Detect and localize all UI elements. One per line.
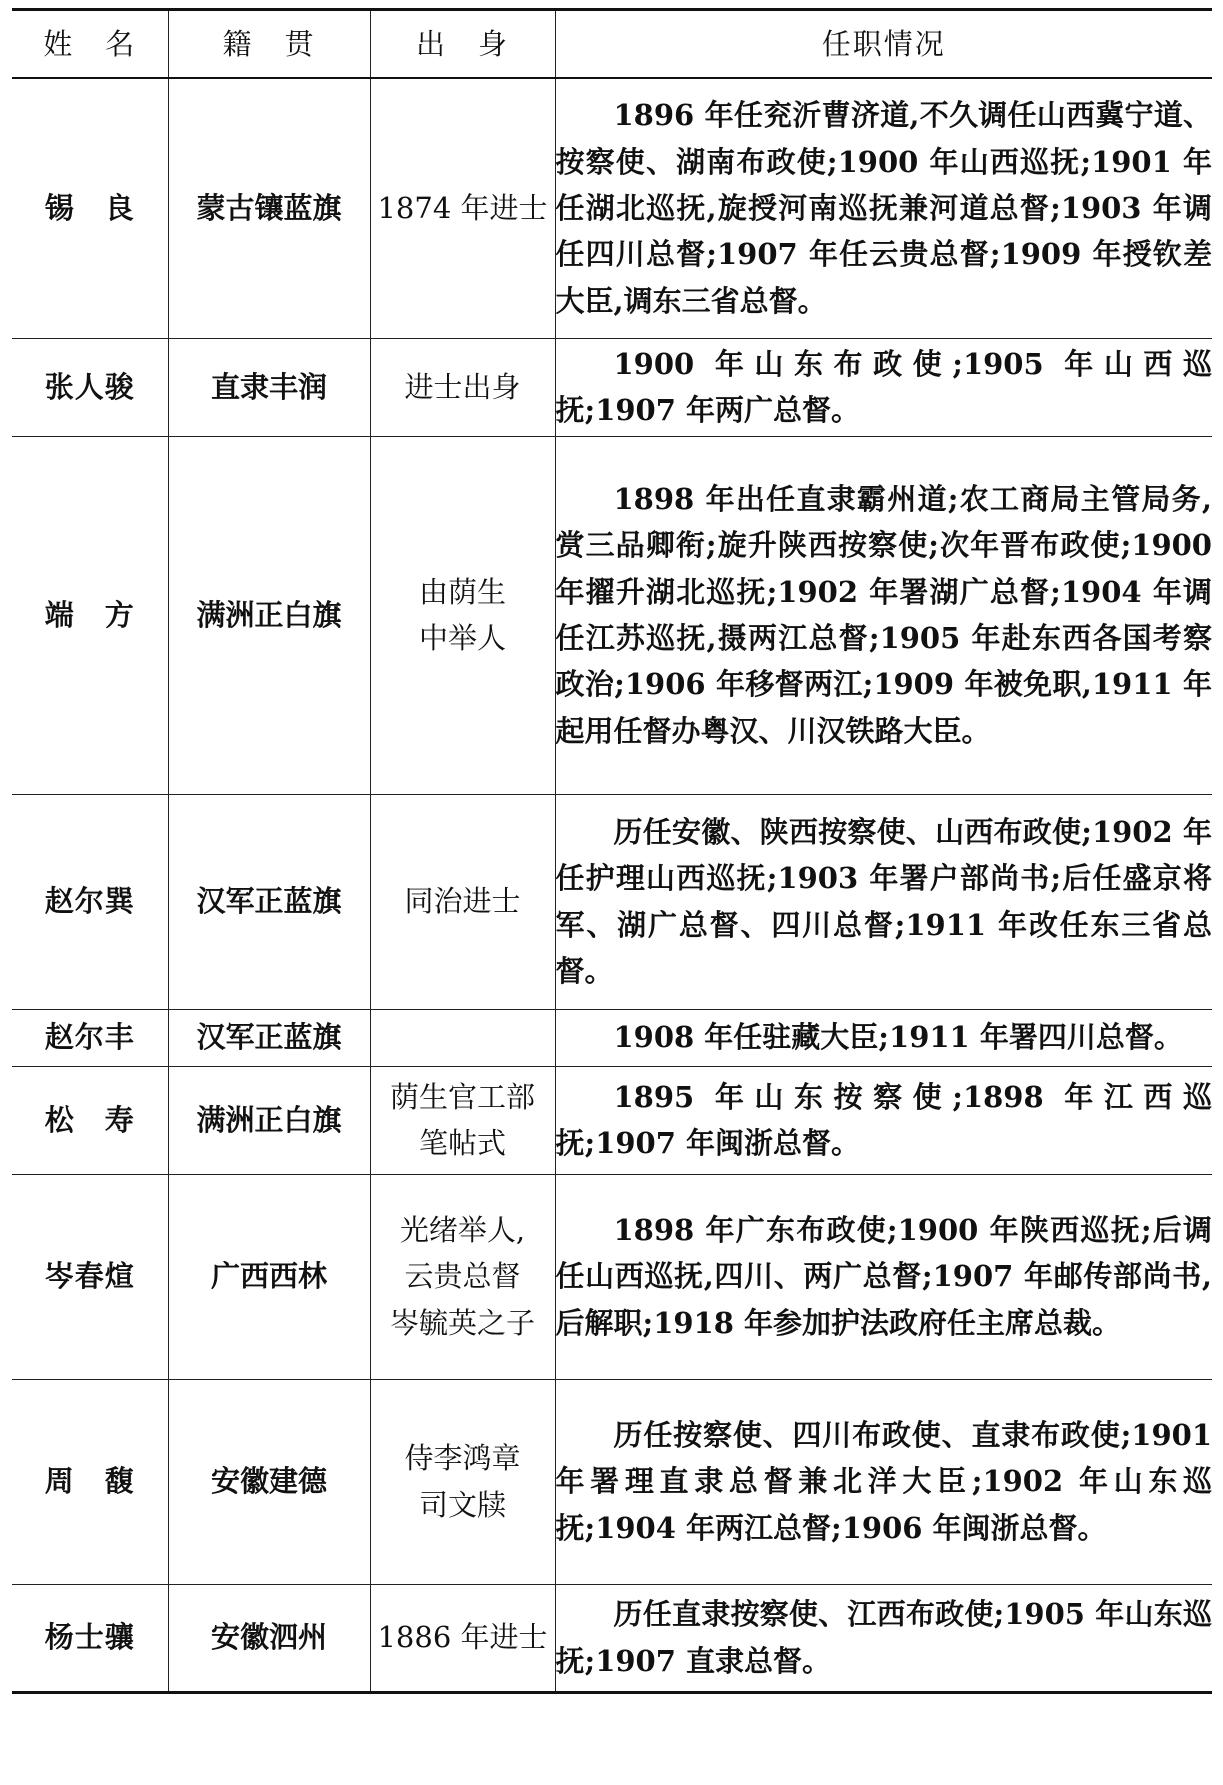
table-row — [12, 436, 1212, 794]
header-background: 出 身 — [370, 10, 555, 79]
cell-career — [555, 78, 1212, 338]
cell-background — [370, 338, 555, 436]
cell-name: 松 寿 — [12, 1066, 168, 1174]
cell-origin: 满洲正白旗 — [168, 436, 370, 794]
table-row — [12, 1584, 1212, 1692]
cell-name: 锡 良 — [12, 78, 168, 338]
header-career: 任职情况 — [555, 10, 1212, 79]
cell-career — [555, 1066, 1212, 1174]
career-text: 历任直隶按察使、江西布政使;1905 年山东巡抚;1907 直隶总督。 — [555, 1597, 1212, 1678]
background-text: 由荫生 中举人 — [418, 574, 506, 655]
career-text: 历任按察使、四川布政使、直隶布政使;1901 年署理直隶总督兼北洋大臣;1902 年山东巡抚;1904 年两江总督;1906 年闽浙总督。 — [555, 1417, 1212, 1545]
cell-career — [555, 1174, 1212, 1379]
cell-origin: 蒙古镶蓝旗 — [168, 78, 370, 338]
cell-background — [370, 1584, 555, 1692]
background-text: 同治进士 — [404, 884, 521, 919]
cell-career — [555, 794, 1212, 1009]
page — [12, 8, 1212, 1694]
table-row — [12, 1066, 1212, 1174]
career-text: 1900 年山东布政使;1905 年山西巡抚;1907 年两广总督。 — [555, 346, 1212, 427]
cell-background — [370, 1379, 555, 1584]
career-text: 1895 年山东按察使;1898 年江西巡抚;1907 年闽浙总督。 — [555, 1079, 1212, 1160]
cell-origin: 汉军正蓝旗 — [168, 794, 370, 1009]
career-text: 1898 年出任直隶霸州道;农工商局主管局务,赏三品卿衔;旋升陕西按察使;次年晋布政使;1900 年擢升湖北巡抚;1902 年署湖广总督;1904 年调任江苏巡抚,摄两江总督;1905 年赴东西各国考察政治;1906 年移督两江;1909 年被免职,1911 年起用任督办粤汉、川汉铁路大臣。 — [555, 481, 1212, 748]
cell-background — [370, 1066, 555, 1174]
cell-origin: 安徽建德 — [168, 1379, 370, 1584]
cell-background — [370, 78, 555, 338]
cell-name: 杨士骧 — [12, 1584, 168, 1692]
background-text: 1874 年进士 — [377, 191, 548, 226]
cell-career — [555, 1379, 1212, 1584]
cell-origin: 汉军正蓝旗 — [168, 1009, 370, 1066]
cell-background — [370, 1174, 555, 1379]
cell-background — [370, 436, 555, 794]
header-row — [12, 10, 1212, 79]
background-text: 1886 年进士 — [377, 1620, 548, 1655]
career-text: 1896 年任兖沂曹济道,不久调任山西冀宁道、按察使、湖南布政使;1900 年山西巡抚;1901 年任湖北巡抚,旋授河南巡抚兼河道总督;1903 年调任四川总督;1907 年任云贵总督;1909 年授钦差大臣,调东三省总督。 — [555, 98, 1212, 318]
cell-career — [555, 1584, 1212, 1692]
table-row — [12, 78, 1212, 338]
career-text: 1908 年任驻藏大臣;1911 年署四川总督。 — [613, 1020, 1183, 1055]
cell-name: 岑春煊 — [12, 1174, 168, 1379]
table-row — [12, 1174, 1212, 1379]
officials-table — [12, 8, 1212, 1694]
background-text: 光绪举人, 云贵总督 岑毓英之子 — [389, 1212, 535, 1340]
table-row — [12, 1379, 1212, 1584]
cell-origin: 直隶丰润 — [168, 338, 370, 436]
cell-background — [370, 1009, 555, 1066]
cell-name: 赵尔丰 — [12, 1009, 168, 1066]
cell-origin: 广西西林 — [168, 1174, 370, 1379]
background-text: 侍李鸿章 司文牍 — [404, 1441, 521, 1522]
career-text: 历任安徽、陕西按察使、山西布政使;1902 年任护理山西巡抚;1903 年署户部尚书;后任盛京将军、湖广总督、四川总督;1911 年改任东三省总督。 — [555, 814, 1212, 988]
cell-name: 张人骏 — [12, 338, 168, 436]
cell-career — [555, 338, 1212, 436]
career-text: 1898 年广东布政使;1900 年陕西巡抚;后调任山西巡抚,四川、两广总督;1907 年邮传部尚书,后解职;1918 年参加护法政府任主席总裁。 — [555, 1212, 1212, 1340]
cell-name: 周 馥 — [12, 1379, 168, 1584]
cell-career — [555, 1009, 1212, 1066]
cell-origin: 安徽泗州 — [168, 1584, 370, 1692]
header-name: 姓 名 — [12, 10, 168, 79]
cell-background — [370, 794, 555, 1009]
table-header — [12, 10, 1212, 79]
background-text: 荫生官工部 笔帖式 — [389, 1079, 535, 1160]
header-origin: 籍 贯 — [168, 10, 370, 79]
table-row — [12, 794, 1212, 1009]
cell-name: 赵尔巽 — [12, 794, 168, 1009]
table-row — [12, 338, 1212, 436]
table-row — [12, 1009, 1212, 1066]
cell-name: 端 方 — [12, 436, 168, 794]
background-text: 进士出身 — [404, 369, 521, 404]
cell-origin: 满洲正白旗 — [168, 1066, 370, 1174]
table-body — [12, 78, 1212, 1692]
cell-career — [555, 436, 1212, 794]
